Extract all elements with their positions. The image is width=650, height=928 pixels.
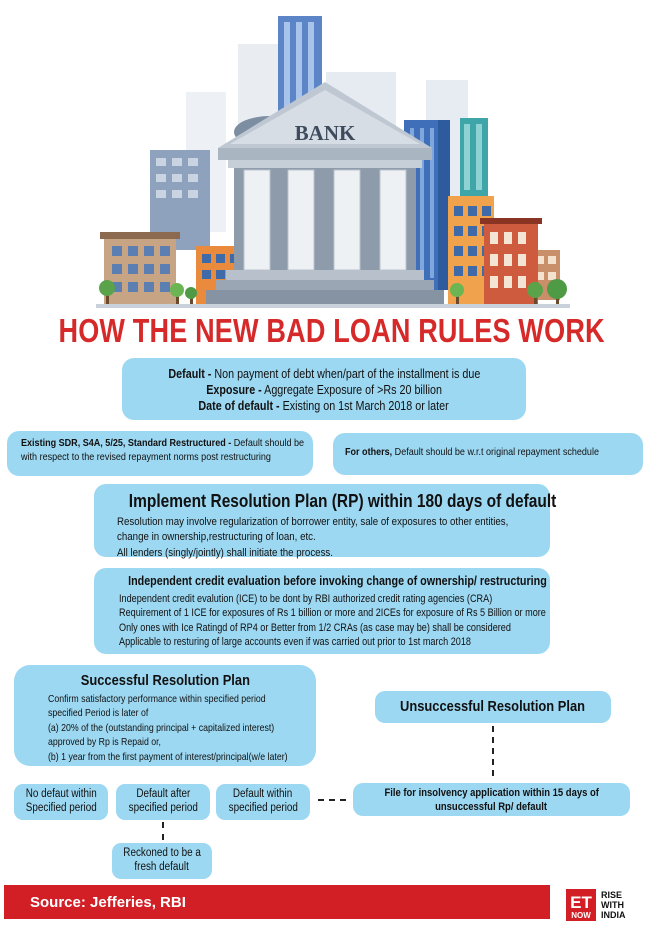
successful-plan-details — [48, 693, 327, 765]
definitions-box — [122, 358, 526, 420]
logo-india: INDIA — [601, 910, 626, 920]
successful-plan-line: Confirm satisfactory performance within specified period — [48, 694, 266, 705]
tree — [185, 287, 197, 306]
date-of-default-term: Date of default - — [198, 399, 281, 413]
others-term: For others, — [345, 446, 393, 458]
ice-box — [94, 568, 550, 654]
existing-term: Existing SDR, S4A, 5/25, Standard Restructured - — [21, 437, 232, 449]
bank-skyline-illustration — [0, 0, 650, 316]
successful-plan-line: approved by Rp is Repaid or, — [48, 737, 161, 749]
resolution-plan-details — [117, 515, 572, 561]
logo-rise: RISE — [601, 890, 623, 900]
successful-plan-title: Successful Resolution Plan — [80, 672, 250, 689]
ice-line: Requirement of 1 ICE for exposures of Rs 1 billion or more and 2ICEs for exposure of Rs 5 Billion or more — [119, 607, 546, 620]
resolution-plan-box — [94, 484, 557, 559]
no-default-box — [14, 784, 108, 820]
default-within-line: Default within — [233, 788, 293, 800]
unsuccessful-plan-box — [375, 691, 611, 723]
page-headline: HOW THE NEW BAD LOAN RULES WORK — [58, 312, 605, 349]
logo-now: NOW — [571, 911, 591, 920]
default-text: Non payment of debt when/part of the installment is due — [211, 367, 480, 381]
exposure-term: Exposure - — [206, 383, 262, 397]
others-box — [333, 433, 643, 475]
ice-title: Independent credit evaluation before invoking change of ownership/ restructuring — [128, 574, 547, 588]
reckoned-line: fresh default — [134, 860, 190, 873]
default-within-box — [216, 784, 310, 820]
unsuccessful-plan-title: Unsuccessful Resolution Plan — [400, 698, 586, 715]
logo-et: ET — [570, 893, 592, 912]
connector-unsuccessful-to-insolvency — [492, 726, 494, 776]
teal-tower — [460, 118, 488, 198]
ground-line — [96, 304, 570, 308]
resolution-plan-line: All lenders (singly/jointly) shall initiate the process. — [117, 546, 333, 559]
existing-restructured-box — [7, 431, 313, 476]
resolution-plan-line: Resolution may involve regularization of borrower entity, sale of exposures to other entities, — [117, 516, 509, 528]
source-text: Source: Jefferies, RBI — [30, 894, 186, 911]
default-after-line: Default after — [136, 788, 190, 800]
default-term: Default - — [168, 367, 212, 381]
date-of-default-text: Existing on 1st March 2018 or later — [280, 399, 450, 413]
tree — [547, 279, 567, 306]
et-now-logo — [566, 889, 644, 921]
successful-plan-line: (a) 20% of the (outstanding principal + capitalized interest) — [48, 722, 275, 734]
logo-with: WITH — [601, 900, 624, 910]
exposure-text: Aggregate Exposure of >Rs 20 billion — [261, 383, 442, 397]
successful-plan-line: (b) 1 year from the first payment of interest/principal(w/e later) — [48, 751, 288, 763]
others-text: Default should be w.r.t original repayment schedule — [392, 446, 599, 458]
source-bar — [4, 885, 550, 919]
insolvency-line: File for insolvency application within 15 days of — [384, 787, 599, 799]
connector-after-to-reckoned — [162, 822, 164, 840]
reckoned-fresh-default-box — [112, 843, 212, 879]
connector-within-to-insolvency — [318, 799, 346, 801]
ice-line: Only ones with Ice Ratingd of RP4 or Better from 1/2 CRAs (as case may be) shall be considered — [119, 621, 511, 634]
no-default-line: Specified period — [25, 801, 97, 814]
existing-text-1: Default should be — [231, 437, 305, 449]
reckoned-line: Reckoned to be a — [123, 847, 201, 859]
ice-details — [119, 592, 615, 650]
default-within-line: specified period — [228, 801, 298, 814]
ice-line: Independent credit evalution (ICE) to be dont by RBI authorized credit rating agencies (CRA) — [119, 593, 493, 605]
bank-sign-text: BANK — [294, 121, 356, 145]
ice-line: Applicable to resturing of large accounts even if was carried out prior to 1st march 2018 — [119, 636, 471, 649]
insolvency-line: unsuccessful Rp/ default — [435, 800, 548, 813]
default-after-line: specified period — [128, 801, 198, 814]
footer — [0, 885, 650, 928]
resolution-plan-title: Implement Resolution Plan (RP) within 180 days of default — [128, 491, 557, 511]
resolution-plan-line: change in ownership,restructuring of loan, etc. — [117, 531, 316, 544]
successful-plan-line: specified Period is later of — [48, 708, 149, 720]
no-default-line: No defaut within — [25, 788, 97, 800]
default-after-box — [116, 784, 210, 820]
insolvency-box — [353, 783, 630, 816]
successful-plan-box — [14, 665, 316, 766]
existing-text-2: with respect to the revised repayment norms post restructuring — [21, 450, 271, 463]
